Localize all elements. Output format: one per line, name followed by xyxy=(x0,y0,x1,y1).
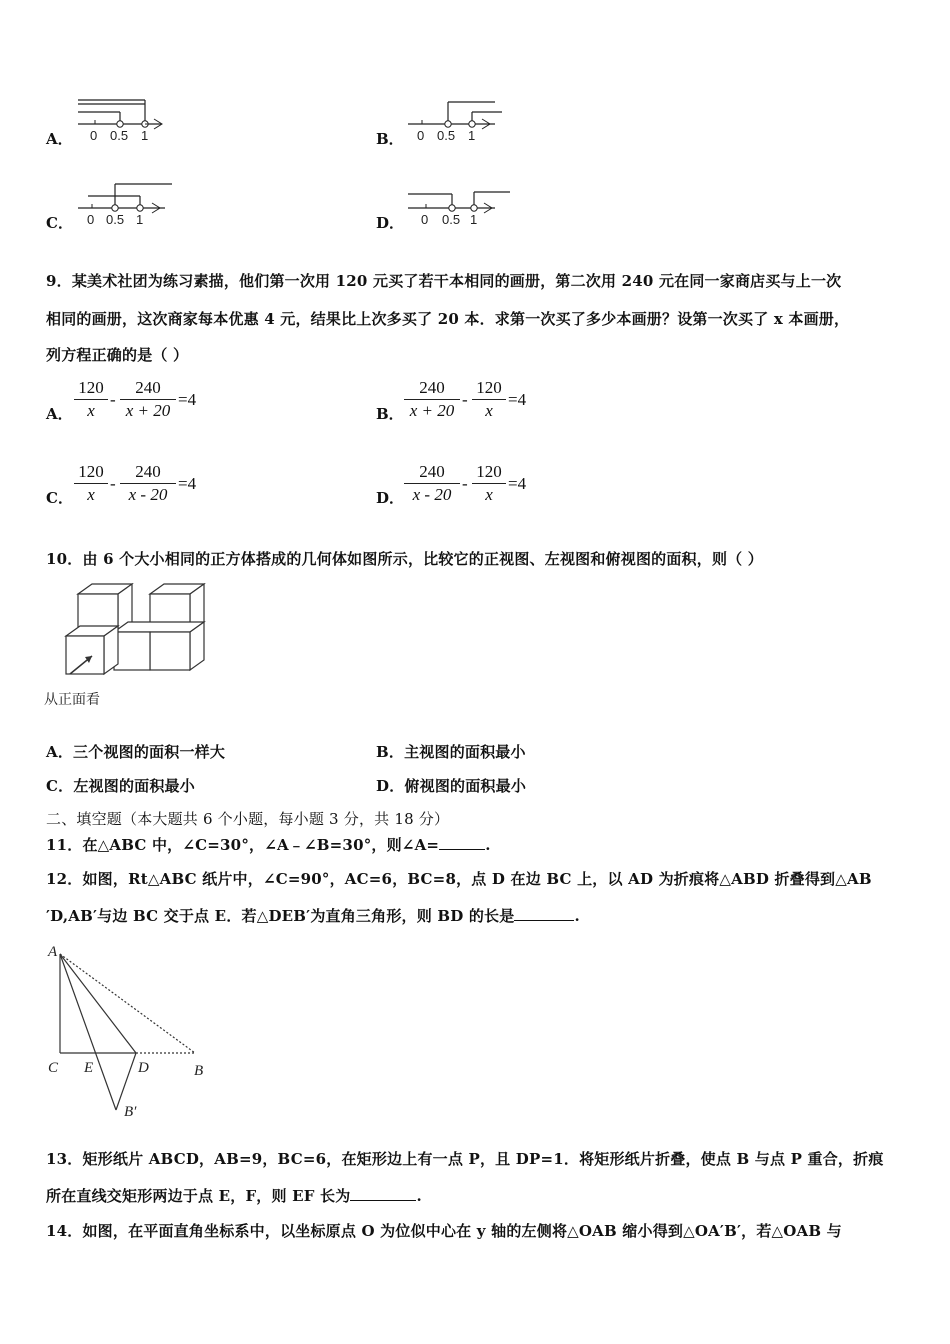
q9-a-minus: - xyxy=(110,390,116,409)
q8-option-a-number-line xyxy=(70,96,180,148)
q12-line-1: 12．如图，Rt△ABC 纸片中，∠C=90°，AC=6，BC=8，点 D 在边 BC 上，以 AD 为折痕将△ABD 折叠得到△AB xyxy=(46,870,872,888)
q13-line-1: 13．矩形纸片 ABCD，AB=9，BC=6，在矩形边上有一点 P，且 DP=1．将矩形纸片折叠，使点 B 与点 P 重合，折痕 xyxy=(46,1150,884,1168)
q9-c-f1-num: 120 xyxy=(78,462,104,481)
q9-c-f1-den: x xyxy=(87,485,95,504)
q12-point-b: B xyxy=(194,1063,204,1079)
q10-option-a xyxy=(46,741,225,762)
q9-d-fraction-1 xyxy=(404,462,460,505)
q12-point-c: C xyxy=(48,1060,59,1076)
q9-option-a-label: A． xyxy=(46,405,73,423)
q8-d-tick-05: 0.5 xyxy=(442,212,461,227)
q9-c-minus: - xyxy=(110,474,116,493)
q9-b-fraction-1 xyxy=(404,378,460,421)
q10-option-b xyxy=(376,741,526,762)
q9-c-fraction-2 xyxy=(120,462,176,505)
q9-b-fraction-2 xyxy=(472,378,506,421)
q10-option-b-label: B． xyxy=(376,743,405,761)
q12-point-e: E xyxy=(84,1060,94,1076)
q9-c-f2-den: x - 20 xyxy=(128,485,168,504)
q10-option-c-text: 左视图的面积最小 xyxy=(73,777,195,795)
q13-line-2-wrap xyxy=(46,1185,422,1206)
q11-end: . xyxy=(485,836,491,854)
q8-a-tick-05: 0.5 xyxy=(110,128,129,143)
q10-option-d-text: 俯视图的面积最小 xyxy=(404,777,527,795)
q9-d-f1-num: 240 xyxy=(419,462,445,481)
q9-option-c-label: C． xyxy=(46,489,73,507)
q9-a-fraction-2 xyxy=(120,378,176,421)
q13-line-2: 所在直线交矩形两边于点 E，F，则 EF 长为 xyxy=(46,1187,351,1205)
q9-c-rhs: =4 xyxy=(178,474,197,493)
q9-a-fraction-1 xyxy=(74,378,108,421)
q8-option-c-number-line xyxy=(70,178,190,232)
q13-end: . xyxy=(416,1187,422,1205)
q9-b-f2-den: x xyxy=(485,401,493,420)
q12-answer-blank xyxy=(514,920,574,921)
q12-end: . xyxy=(574,907,580,925)
q8-a-tick-0: 0 xyxy=(90,128,98,143)
q9-a-f2-den: x + 20 xyxy=(125,401,171,420)
q8-c-tick-0: 0 xyxy=(87,212,95,227)
q10-option-a-label: A． xyxy=(46,743,74,761)
q12-point-b-prime: B′ xyxy=(124,1104,137,1120)
q9-b-f1-den: x + 20 xyxy=(409,401,455,420)
q10-text: 10．由 6 个大小相同的正方体搭成的几何体如图所示，比较它的正视图、左视图和俯视图的面积，则（ ） xyxy=(46,550,763,568)
q9-d-rhs: =4 xyxy=(508,474,527,493)
q9-a-f1-den: x xyxy=(87,401,95,420)
q9-option-b-label: B． xyxy=(376,405,404,423)
q9-c-f2-num: 240 xyxy=(135,462,161,481)
q9-a-f2-num: 240 xyxy=(135,378,161,397)
q9-d-f1-den: x - 20 xyxy=(412,485,452,504)
q8-d-tick-1: 1 xyxy=(470,212,478,227)
q12-line-2: ′D,AB′与边 BC 交于点 E．若△DEB′为直角三角形，则 BD 的长是 xyxy=(46,907,515,925)
q9-b-f1-num: 240 xyxy=(419,378,445,397)
q8-b-tick-05: 0.5 xyxy=(437,128,456,143)
q9-line-1: 9．某美术社团为练习素描，他们第一次用 120 元买了若干本相同的画册，第二次用 240 元在同一家商店买与上一次 xyxy=(46,272,842,290)
q10-option-d xyxy=(376,775,526,796)
q9-d-minus: - xyxy=(462,474,468,493)
q8-option-b-label: B． xyxy=(376,130,404,148)
q9-b-f2-num: 120 xyxy=(476,378,502,397)
q14-line-1: 14．如图，在平面直角坐标系中，以坐标原点 O 为位似中心在 y 轴的左侧将△OAB 缩小得到△OA′B′，若△OAB 与 xyxy=(46,1222,842,1240)
q10-option-a-text: 三个视图的面积一样大 xyxy=(73,743,226,761)
q12-point-d: D xyxy=(138,1060,149,1076)
q8-d-tick-0: 0 xyxy=(421,212,429,227)
q8-option-d-label: D． xyxy=(376,214,405,232)
q10-figure-caption: 从正面看 xyxy=(44,691,100,707)
q8-option-c-label: C． xyxy=(46,214,73,232)
q8-a-tick-1: 1 xyxy=(141,128,149,143)
q8-c-tick-1: 1 xyxy=(136,212,144,227)
q10-cube-figure xyxy=(44,578,206,710)
q9-line-2: 相同的画册，这次商家每本优惠 4 元，结果比上次多买了 20 本．求第一次买了多少本画册？设第一次买了 x 本画册， xyxy=(46,310,850,328)
q10-option-c xyxy=(46,775,195,796)
q11 xyxy=(46,834,491,855)
q11-answer-blank xyxy=(439,849,485,850)
q11-text: 11．在△ABC 中，∠C=30°，∠A﹣∠B=30°，则∠A= xyxy=(46,836,440,854)
q12-triangle-figure xyxy=(40,940,215,1125)
q8-b-tick-0: 0 xyxy=(417,128,425,143)
q9-b-rhs: =4 xyxy=(508,390,527,409)
q10-option-c-label: C． xyxy=(46,777,74,795)
q8-b-tick-1: 1 xyxy=(468,128,476,143)
q9-d-f2-den: x xyxy=(485,485,493,504)
q9-a-rhs: =4 xyxy=(178,390,197,409)
q9-option-d-label: D． xyxy=(376,489,405,507)
q12-point-a: A xyxy=(48,944,58,960)
q10-option-b-text: 主视图的面积最小 xyxy=(404,743,526,761)
q9-a-f1-num: 120 xyxy=(78,378,104,397)
q8-option-b-number-line xyxy=(400,96,520,148)
section-2-heading: 二、填空题（本大题共 6 个小题，每小题 3 分，共 18 分） xyxy=(46,810,450,828)
q13-answer-blank xyxy=(350,1200,416,1201)
q8-option-a-label: A． xyxy=(46,130,73,148)
q8-option-d-number-line xyxy=(400,180,520,234)
q9-b-minus: - xyxy=(462,390,468,409)
q9-line-3: 列方程正确的是（ ） xyxy=(46,346,189,364)
q10-option-d-label: D． xyxy=(376,777,405,795)
q8-c-tick-05: 0.5 xyxy=(106,212,125,227)
q12-line-2-wrap xyxy=(46,905,580,926)
q9-d-fraction-2 xyxy=(472,462,506,505)
q9-c-fraction-1 xyxy=(74,462,108,505)
q9-d-f2-num: 120 xyxy=(476,462,502,481)
